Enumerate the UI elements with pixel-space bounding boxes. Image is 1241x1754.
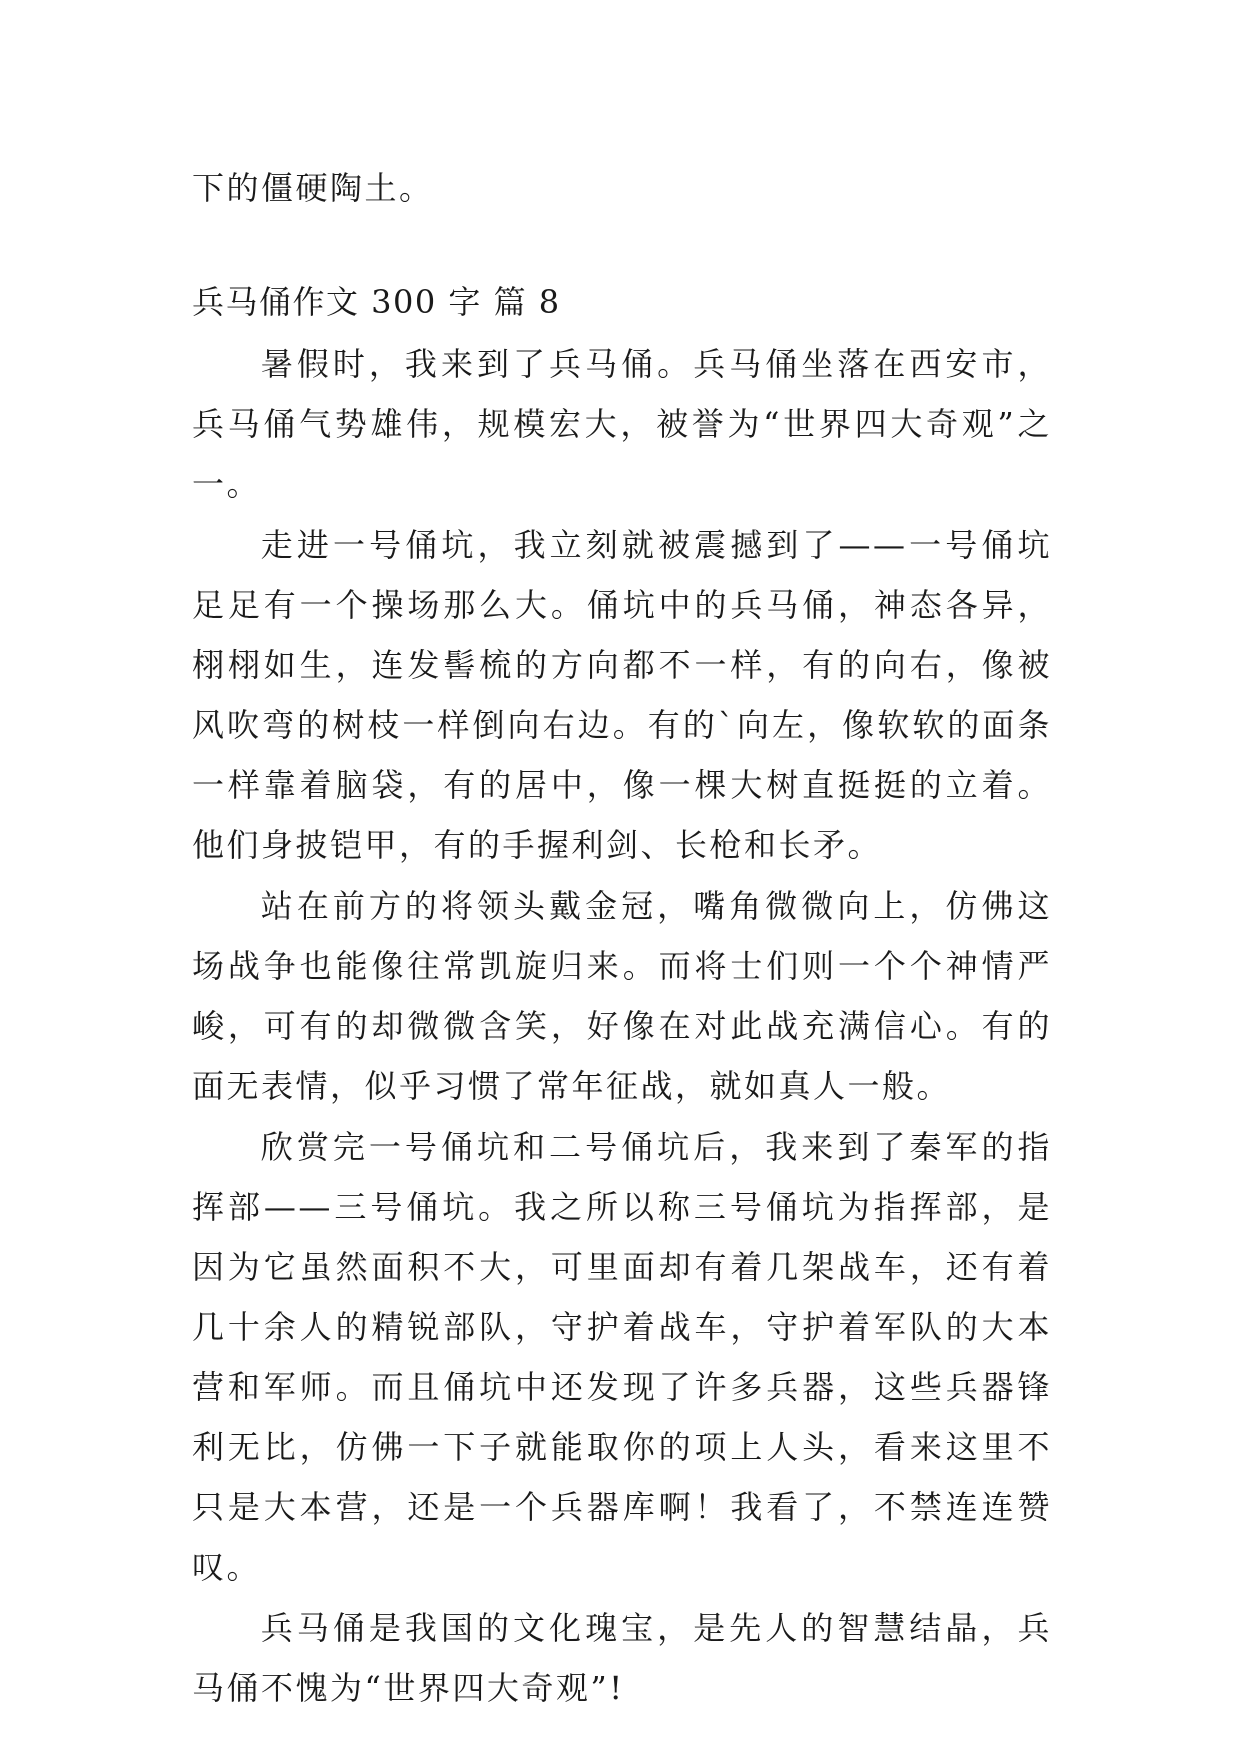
- paragraph: 走进一号俑坑，我立刻就被震撼到了——一号俑坑足足有一个操场那么大。俑坑中的兵马俑，神态各异，栩栩如生，连发髻梳的方向都不一样，有的向右，像被风吹弯的树枝一样倒向右边。有的`向左，像软软的面条一样靠着脑袋，有的居中，像一棵大树直挺挺的立着。他们身披铠甲，有的手握利剑、长枪和长矛。: [192, 526, 1052, 864]
- essay-body: [192, 334, 1052, 1719]
- section-title: 兵马俑作文 300 字 篇 8: [192, 283, 561, 321]
- previous-section-ending: 下的僵硬陶土。: [192, 169, 434, 207]
- paragraph: 站在前方的将领头戴金冠，嘴角微微向上，仿佛这场战争也能像往常凯旋归来。而将士们则一个个神情严峻，可有的却微微含笑，好像在对此战充满信心。有的面无表情，似乎习惯了常年征战，就如真人一般。: [192, 887, 1052, 1105]
- paragraph: 欣赏完一号俑坑和二号俑坑后，我来到了秦军的指挥部——三号俑坑。我之所以称三号俑坑为指挥部，是因为它虽然面积不大，可里面却有着几架战车，还有着几十余人的精锐部队，守护着战车，守护着军队的大本营和军师。而且俑坑中还发现了许多兵器，这些兵器锋利无比，仿佛一下子就能取你的项上人头，看来这里不只是大本营，还是一个兵器库啊！我看了，不禁连连赞叹。: [192, 1128, 1052, 1586]
- paragraph: 暑假时，我来到了兵马俑。兵马俑坐落在西安市，兵马俑气势雄伟，规模宏大，被誉为“世界四大奇观”之一。: [192, 345, 1052, 503]
- paragraph: 兵马俑是我国的文化瑰宝，是先人的智慧结晶，兵马俑不愧为“世界四大奇观”!: [192, 1609, 1052, 1707]
